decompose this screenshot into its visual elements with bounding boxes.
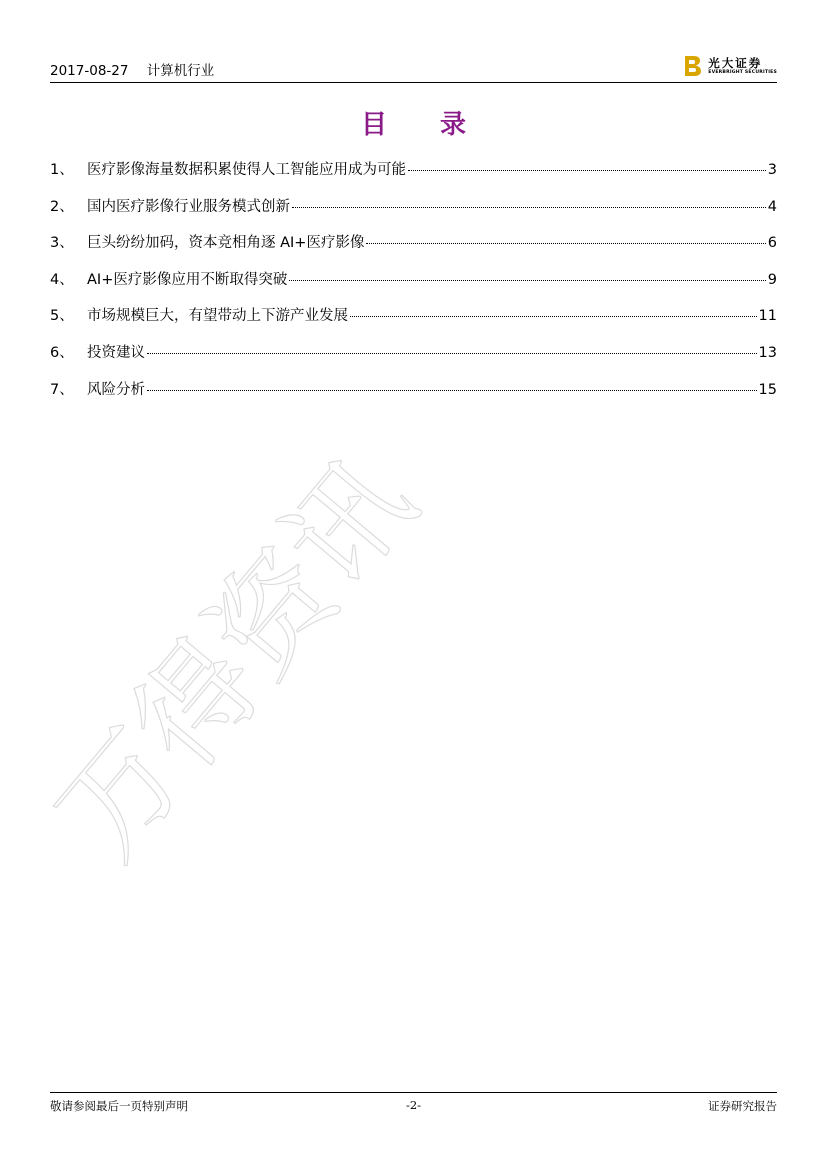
toc-entry-1[interactable]	[50, 158, 777, 195]
toc-entry-label[interactable]: 市场规模巨大，有望带动上下游产业发展	[87, 308, 348, 325]
toc-entry-5[interactable]	[50, 304, 777, 341]
toc-entry-7[interactable]	[50, 378, 777, 415]
logo-chinese-text: 光大证券	[708, 55, 763, 70]
toc-dot-leader	[408, 169, 766, 171]
toc-entry-number: 5、	[50, 308, 74, 325]
toc-title: 目 录	[360, 110, 489, 140]
everbright-logo	[683, 54, 777, 78]
toc-dot-leader	[292, 206, 766, 208]
page-header	[50, 52, 777, 83]
toc-entry-number: 3、	[50, 235, 74, 252]
toc-entry-page[interactable]: 3	[767, 162, 777, 178]
logo-english-text: EVERBRIGHT SECURITIES	[708, 69, 777, 75]
everbright-logo-icon	[683, 55, 703, 77]
toc-entry-page[interactable]: 11	[758, 308, 777, 325]
toc-entry-label[interactable]: 投资建议	[87, 344, 145, 361]
report-type: 证券研究报告	[708, 1099, 777, 1113]
toc-entry-number: 1、	[50, 162, 74, 178]
toc-entry-label[interactable]: 巨头纷纷加码，资本竞相角逐 AI+医疗影像	[87, 235, 365, 252]
table-of-contents	[50, 158, 777, 414]
toc-entry-number: 6、	[50, 344, 74, 361]
toc-entry-number: 7、	[50, 381, 74, 398]
disclaimer-note: 敬请参阅最后一页特别声明	[50, 1099, 188, 1113]
toc-entry-6[interactable]	[50, 341, 777, 378]
page-footer	[50, 1092, 777, 1118]
toc-entry-number: 4、	[50, 271, 74, 288]
toc-dot-leader	[366, 242, 765, 244]
toc-entry-3[interactable]	[50, 231, 777, 268]
toc-dot-leader	[147, 389, 757, 391]
page-number: -2-	[405, 1098, 422, 1112]
toc-entry-4[interactable]	[50, 268, 777, 305]
toc-dot-leader	[350, 315, 757, 317]
toc-entry-page[interactable]: 4	[767, 198, 777, 215]
toc-entry-label[interactable]: 国内医疗影像行业服务模式创新	[87, 198, 290, 215]
toc-entry-2[interactable]	[50, 195, 777, 232]
toc-entry-label[interactable]: 医疗影像海量数据积累使得人工智能应用成为可能	[87, 162, 406, 178]
toc-entry-label[interactable]: AI+医疗影像应用不断取得突破	[87, 271, 288, 288]
watermark	[30, 395, 575, 895]
toc-dot-leader	[289, 279, 765, 281]
toc-entry-page[interactable]: 15	[758, 381, 777, 398]
toc-entry-page[interactable]: 6	[767, 235, 777, 252]
header-info	[50, 59, 214, 79]
toc-dot-leader	[147, 352, 757, 354]
watermark-text: 万得资讯	[30, 432, 440, 883]
toc-entry-page[interactable]: 9	[767, 271, 777, 288]
industry-label: 计算机行业	[146, 63, 215, 79]
toc-entry-number: 2、	[50, 198, 74, 215]
toc-entry-label[interactable]: 风险分析	[87, 381, 145, 398]
toc-entry-page[interactable]: 13	[758, 344, 777, 361]
report-date: 2017-08-27	[50, 63, 129, 79]
